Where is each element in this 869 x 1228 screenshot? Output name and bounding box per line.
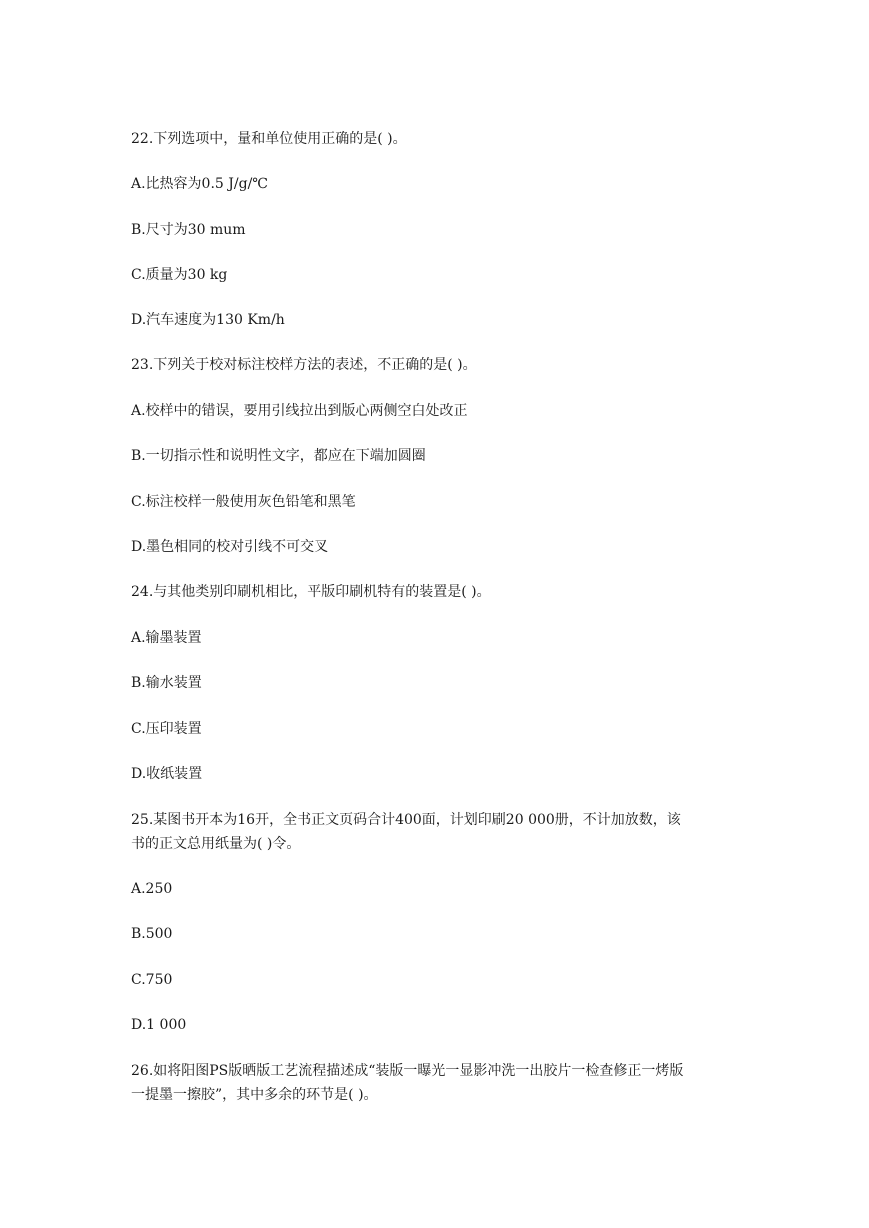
question-22-option-c: C.质量为30 kg <box>131 267 228 283</box>
question-24-option-c: C.压印装置 <box>131 721 202 737</box>
question-22-option-b: B.尺寸为30 mum <box>131 222 246 238</box>
question-26-stem-line-2: 一提墨一擦胶”，其中多余的环节是( )。 <box>131 1087 378 1103</box>
question-22-stem: 22.下列选项中，量和单位使用正确的是( )。 <box>131 131 407 147</box>
question-23-option-d: D.墨色相同的校对引线不可交叉 <box>131 539 329 555</box>
question-24-option-d: D.收纸装置 <box>131 766 203 782</box>
question-23-option-c: C.标注校样一般使用灰色铅笔和黑笔 <box>131 494 356 510</box>
question-26-stem-line-1: 26.如将阳图PS版晒版工艺流程描述成“装版一曝光一显影冲洗一出胶片一检查修正一烤版 <box>131 1063 684 1079</box>
question-25-option-b: B.500 <box>131 926 173 942</box>
question-23-option-b: B.一切指示性和说明性文字，都应在下端加圆圈 <box>131 448 426 464</box>
question-22-option-d: D.汽车速度为130 Km/h <box>131 312 285 328</box>
question-24-option-a: A.输墨装置 <box>131 630 202 646</box>
question-25-stem-line-1: 25.某图书开本为16开，全书正文页码合计400面，计划印刷20 000册，不计加放数，该 <box>131 812 681 828</box>
question-23-option-a: A.校样中的错误，要用引线拉出到版心两侧空白处改正 <box>131 403 468 419</box>
question-25-option-a: A.250 <box>131 881 173 897</box>
question-25-stem-line-2: 书的正文总用纸量为( )令。 <box>131 836 301 852</box>
question-23-stem: 23.下列关于校对标注校样方法的表述，不正确的是( )。 <box>131 357 477 373</box>
question-25-option-d: D.1 000 <box>131 1017 187 1033</box>
question-24-option-b: B.输水装置 <box>131 675 202 691</box>
question-25-option-c: C.750 <box>131 972 173 988</box>
question-22-option-a: A.比热容为0.5 J/g/℃ <box>131 176 268 192</box>
question-24-stem: 24.与其他类别印刷机相比，平版印刷机特有的装置是( )。 <box>131 584 491 600</box>
